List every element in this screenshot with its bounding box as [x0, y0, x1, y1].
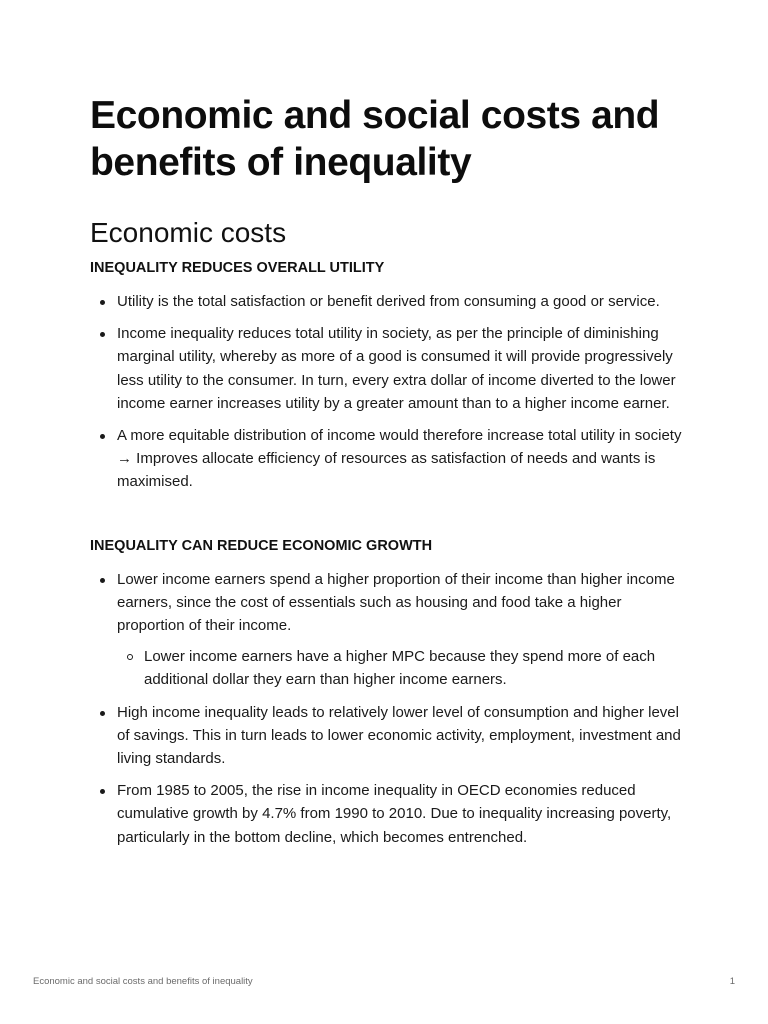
subsection-heading-growth: INEQUALITY CAN REDUCE ECONOMIC GROWTH [90, 537, 433, 554]
sub-bullet-list [117, 645, 690, 691]
document-page [90, 92, 690, 858]
section-heading-economic-costs: Economic costs [90, 217, 287, 248]
bullet-dot-icon [100, 300, 105, 305]
list-item [90, 290, 690, 313]
list-item [90, 322, 690, 415]
sub-list-item [117, 645, 690, 691]
bullet-list-utility [90, 290, 690, 494]
list-item-text: Lower income earners spend a higher proportion of their income than higher income earners, since the cost of essentials such as housing and food take a higher proportion of their income. [117, 570, 675, 635]
list-item [90, 424, 690, 494]
list-item [90, 701, 690, 771]
bullet-list-growth [90, 568, 690, 849]
subsection-heading-utility: INEQUALITY REDUCES OVERALL UTILITY [90, 260, 385, 276]
list-item-text: Income inequality reduces total utility in society, as per the principle of diminishing marginal utility, whereby as more of a good is consumed it will provide progressively less utility to the consumer. In turn, every extra dollar of income diverted to the lower income earner increases utility by a greater amount than to a higher income earner. [117, 325, 676, 412]
bullet-dot-icon [100, 332, 105, 337]
bullet-dot-icon [100, 578, 105, 583]
document-title: Economic and social costs and benefits of inequality [90, 94, 660, 184]
list-item [90, 779, 690, 849]
bullet-circle-icon [127, 654, 133, 660]
list-item [90, 568, 690, 692]
bullet-dot-icon [100, 789, 105, 794]
list-item-text: Utility is the total satisfaction or benefit derived from consuming a good or service. [117, 293, 660, 310]
footer-page-number: 1 [729, 976, 735, 987]
footer-document-title: Economic and social costs and benefits of inequality [33, 976, 253, 987]
sub-list-item-text: Lower income earners have a higher MPC because they spend more of each additional dollar they earn than higher income earners. [144, 648, 656, 689]
bullet-dot-icon [100, 711, 105, 716]
list-item-text: A more equitable distribution of income would therefore increase total utility in society → Improves allocate efficiency of resources as satisfaction of needs and wants is maximised. [117, 427, 682, 491]
list-item-text: High income inequality leads to relatively lower level of consumption and higher level of savings. This in turn leads to lower economic activity, employment, investment and living standards. [117, 703, 681, 768]
list-item-text: From 1985 to 2005, the rise in income inequality in OECD economies reduced cumulative growth by 4.7% from 1990 to 2010. Due to inequality increasing poverty, particularly in the bottom decline, which becomes entrenched. [117, 782, 672, 846]
bullet-dot-icon [100, 434, 105, 439]
